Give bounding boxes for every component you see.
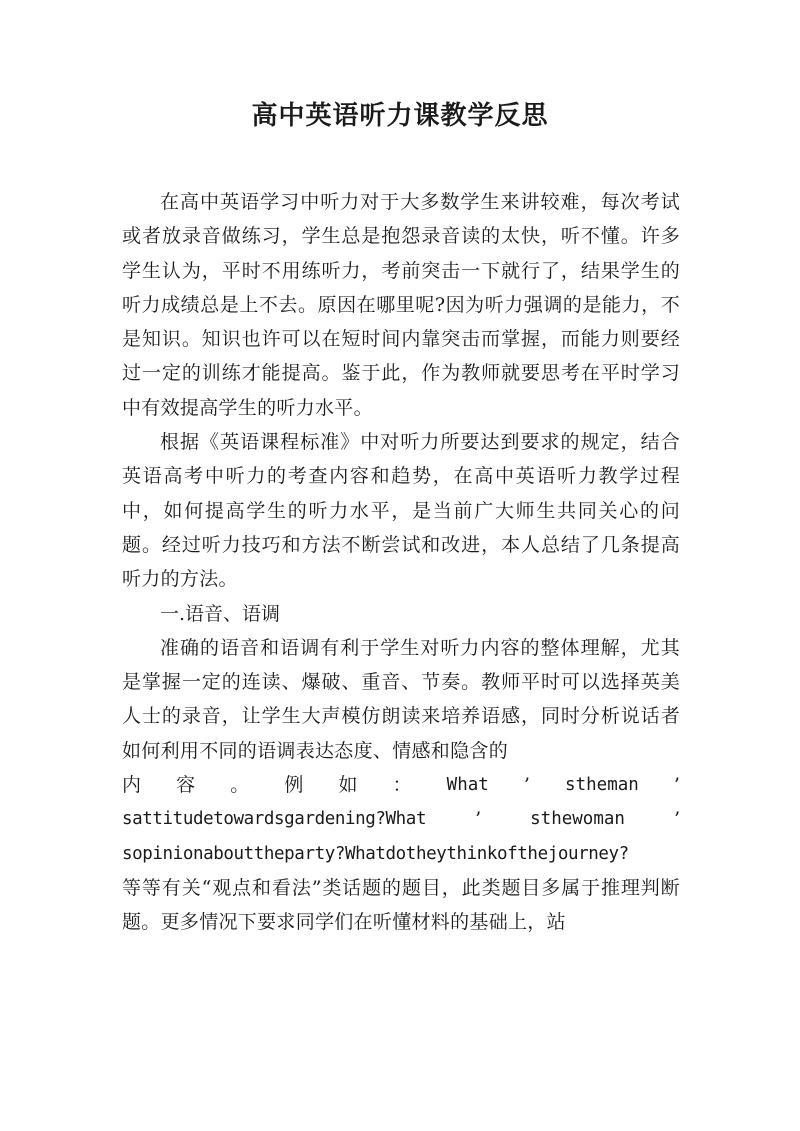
paragraph-intro: 在高中英语学习中听力对于大多数学生来讲较难，每次考试或者放录音做练习，学生总是抱怨录音读的太快，听不懂。许多学生认为，平时不用练听力，考前突击一下就行了，结果学生的听力成绩总是上不去。原因在哪里呢?因为听力强调的是能力，不是知识。知识也许可以在短时间内靠突击而掌握，而能力则要经过一定的训练才能提高。鉴于此，作为教师就要思考在平时学习中有效提高学生的听力水平。 bbox=[122, 191, 680, 419]
example-token: ’ bbox=[673, 774, 680, 797]
section-heading-pronunciation: 一.语音、语调 bbox=[160, 602, 281, 625]
example-token: stheman bbox=[565, 775, 639, 796]
paragraph-standards: 根据《英语课程标准》中对听力所要达到要求的规定，结合英语高考中听力的考查内容和趋势，在高中英语听力教学过程中，如何提高学生的听力水平，是当前广大师生共同关心的问题。经过听力技巧和方法不断尝试和改进，本人总结了几条提高听力的方法。 bbox=[122, 431, 680, 591]
example-token: sopinionabouttheparty?Whatdotheythinkofthejourney? bbox=[122, 843, 629, 864]
document-body bbox=[122, 185, 680, 940]
example-token: sattitudetowardsgardening?What bbox=[122, 809, 427, 830]
example-token: ： bbox=[392, 774, 412, 797]
example-line-3 bbox=[122, 837, 680, 871]
example-token: 内 bbox=[122, 774, 142, 797]
example-token: ’ bbox=[673, 808, 680, 831]
example-token: ’ bbox=[523, 774, 530, 797]
example-line-2 bbox=[122, 802, 680, 836]
example-token: 。 bbox=[230, 774, 250, 797]
example-token: 容 bbox=[176, 774, 196, 797]
paragraph-pronunciation: 准确的语音和语调有利于学生对听力内容的整体理解，尤其是掌握一定的连读、爆破、重音、节奏。教师平时可以选择英美人士的录音，让学生大声模仿朗读来培养语感，同时分析说话者如何利用不同的语调表达态度、情感和隐含的 bbox=[122, 636, 680, 762]
example-token: What bbox=[446, 775, 489, 796]
example-line-1 bbox=[122, 768, 680, 802]
example-token: ’ bbox=[475, 808, 482, 831]
document-title: 高中英语听力课教学反思 bbox=[251, 101, 549, 131]
example-token: sthewoman bbox=[530, 809, 625, 830]
example-token: 例 bbox=[284, 774, 304, 797]
example-token: 如 bbox=[338, 774, 358, 797]
paragraph-opinion-questions: 等等有关“观点和看法”类话题的题目，此类题目多属于推理判断题。更多情况下要求同学们在听懂材料的基础上，站 bbox=[122, 876, 680, 934]
